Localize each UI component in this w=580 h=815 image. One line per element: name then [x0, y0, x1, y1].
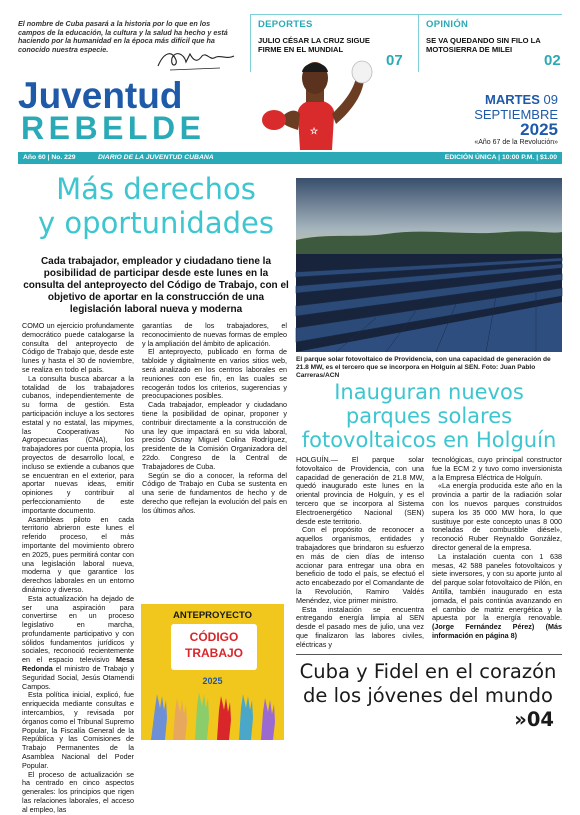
deportes-page: 07	[386, 52, 403, 69]
codigo-trabajo-poster	[141, 604, 284, 740]
lead-headline-line-1: Más derechos	[56, 172, 256, 206]
lead-deck: Cada trabajador, empleador y ciudadano tiene la posibilidad de participar desde este lunes en la consulta del anteproyecto del Código de Trabajo, con el objetivo de aportar en la construcción de una legislación laboral nueva y moderna	[23, 256, 289, 315]
date-year: 2025	[520, 120, 558, 139]
lead-paragraph: El proceso de actualización se ha centrado en cinco aspectos generales: los principios que rigen las relaciones laborales, el acceso al empleo, las	[22, 769, 134, 814]
solar-headline-line-2: parques solares	[345, 404, 513, 428]
solar-paragraph	[432, 553, 562, 641]
logo-rebelde[interactable]: REBELDE	[21, 110, 206, 146]
teaser-line-1: Cuba y Fidel en el corazón	[299, 660, 557, 683]
masthead-quote: El nombre de Cuba pasará a la historia por lo que en los campos de la educación, la cultura y la salud ha hecho y está haciendo por la humanidad en la época más difícil que ha conocido nuestra especie.	[18, 19, 228, 54]
solar-park-photo	[296, 178, 562, 352]
edition-info: EDICIÓN ÚNICA | 10:00 P.M. | $1.00	[444, 154, 557, 161]
solar-paragraph-text: La instalación cuenta con 1 638 mesas, 42 588 paneles fotovoltaicos y siete inversores, y con su aporte junto al del parque solar fotovoltaico de Pilón, en Antilla, también inaugurado en esta jornada, el país continúa avanzando en el cambio de matriz energética y la apuesta por la energía renovable.	[432, 551, 562, 623]
lead-paragraph-text: el ministro de Trabajo y Seguridad Social, Jesús Otamendi Campos.	[22, 664, 135, 691]
lead-column-1	[22, 321, 135, 814]
date-weekday-day	[485, 92, 558, 107]
lead-paragraph: COMO un ejercicio profundamente democrático puede catalogarse la consulta del anteproyecto de Código de Trabajo que, desde este lunes y hasta el 30 de noviembre, se realiza en todo el país.	[22, 321, 134, 374]
lead-paragraph: Esta política inicial, explicó, fue enriquecida mediante consultas e intercambios, y revisada por órganos como el Tribunal Supremo Popular, la Fiscalía General de la República y las Comisiones de Trabajo Permanentes de la Asamblea Nacional del Poder Popular.	[22, 690, 134, 770]
lead-column-2	[142, 322, 287, 598]
date-day: 09	[543, 92, 558, 107]
solar-paragraph: tecnológicas, cuyo principal constructor fue la ECM 2 y tuvo como inversionista a la Empresa Eléctrica de Holguín.	[432, 455, 562, 482]
teaser-page: »04	[514, 708, 554, 731]
poster-year: 2025	[202, 676, 223, 686]
lead-headline-line-2: y oportunidades	[38, 206, 274, 240]
poster-title-box	[171, 624, 257, 670]
lead-paragraph: Según se dio a conocer, la reforma del Código de Trabajo en Cuba se sustenta en una serie de fundamentos de hecho y de derecho que reflejan la evolución del país en los últimos años.	[142, 470, 287, 515]
lead-paragraph-text: Esta actualización ha dejado de ser una aspiración para convertirse en un proceso legislativo en marcha, profundamente participativo y con sólidos fundamentos jurídicos y sociales, reconoció recientemente en el espacio televisivo	[22, 593, 134, 665]
logo-juventud[interactable]: Juventud	[18, 75, 183, 116]
lead-paragraph	[22, 595, 134, 692]
poster-title-2: TRABAJO	[184, 646, 243, 660]
solar-column-2	[432, 456, 562, 652]
deportes-label: DEPORTES	[258, 19, 313, 30]
solar-headline[interactable]	[296, 380, 562, 452]
date-note: «Año 67 de la Revolución»	[474, 139, 558, 146]
lead-paragraph: El anteproyecto, publicado en forma de tabloide y digitalmente en varios sitios web, será analizado en los centros laborales en reuniones con ese fin, en las cuales se recogerán todos los criterios, sugerencias y preocupaciones posibles.	[142, 347, 287, 401]
solar-paragraph: «La energía producida este año en la provincia a partir de la radiación solar con los nuevos parques construidos supera los 35 000 MW hora, lo que sustituye por este concepto unas 8 000 toneladas de combustible diésel», reconoció Ruber Reynaldo González, director general de la empresa.	[432, 481, 562, 552]
cuba-fidel-teaser[interactable]	[296, 660, 560, 732]
solar-headline-line-3: fotovoltaicos en Holguín	[301, 428, 557, 452]
solar-paragraph: Con el propósito de reconocer a aquellos organismos, entidades y trabajadores que brindaron su esfuerzo en más de cien días de intenso accionar para entregar una obra en beneficio de todo el país, se efectuó el acto encabezado por el Comandante de la Revolución, Ramiro Valdés Menéndez, vice primer ministro.	[296, 525, 424, 605]
solar-headline-line-1: Inauguran nuevos	[334, 380, 524, 404]
date-month: SEPTIEMBRE	[474, 107, 558, 122]
issue-number: Año 60 | No. 229	[23, 154, 76, 161]
svg-text:☆: ☆	[310, 126, 319, 136]
solar-photo-caption: El parque solar fotovoltaico de Providencia, con una capacidad de generación de 21.8 MW, es el tercero que se incorpora en Holguín al SEN. Foto: Juan Pablo Carreras/ACN	[296, 356, 551, 379]
date-weekday: MARTES	[485, 92, 540, 107]
boxer-photo	[240, 50, 390, 150]
solar-column-1	[296, 456, 424, 652]
lead-headline[interactable]	[20, 172, 292, 240]
raised-hands-illustration	[141, 688, 284, 740]
opinion-label: OPINIÓN	[426, 19, 469, 30]
teaser-line-2: de los jóvenes del mundo	[303, 684, 553, 707]
solar-paragraph: HOLGUÍN.— El parque solar fotovoltaico de Providencia, con una capacidad de generación de 21.8 MW, quedó inaugurado este lunes en la oriental provincia de Holguín, y es el tercero que se incorpora al Sistema Electroenergético Nacional (SEN) desde este territorio.	[296, 455, 424, 526]
opinion-headline[interactable]: SE VA QUEDANDO SIN FILO LA MOTOSIERRA DE MILEI	[426, 36, 541, 54]
signature-graphic	[150, 44, 240, 74]
mesa-redonda-bold: Mesa Redonda	[22, 655, 134, 674]
tagline: DIARIO DE LA JUVENTUD CUBANA	[98, 154, 214, 161]
poster-title-1: CÓDIGO	[189, 630, 239, 644]
poster-top-label: ANTEPROYECTO	[172, 610, 252, 621]
lead-paragraph: La consulta busca abarcar a la totalidad de los trabajadores cubanos, independientemente de su forma de gestión. Esta participación incluye a los sectores estatal y no estatal, las mipymes, las Cooperativas No Agropecuarias (CNA), los trabajadores por cuenta propia, los proyectos de desarrollo local, e incluso se extiende a cubanos que se encuentran en el exterior, para aportar nuevas ideas, emitir opiniones y contribuir al perfeccionamiento de este importante documento.	[22, 373, 134, 515]
issue-strip	[18, 152, 562, 164]
deportes-headline[interactable]: JULIO CÉSAR LA CRUZ SIGUE FIRME EN EL MUNDIAL	[258, 36, 370, 54]
solar-credit[interactable]: (Jorge Fernández Pérez) (Más información en página 8)	[432, 622, 562, 640]
opinion-page: 02	[544, 52, 561, 69]
lead-paragraph: Cada trabajador, empleador y ciudadano tiene la posibilidad de opinar, proponer y contribuir directamente a la construcción de una ley que impactará en su vida laboral, precisó Osnay Miguel Colina Rodríguez, presidente de la Comisión Organizadora del 22do. Congreso de la Central de Trabajadores de Cuba.	[142, 400, 287, 471]
lead-paragraph: Asambleas piloto en cada territorio abrieron este lunes el referido proceso, el más importante del movimiento obrero en 2025, pues permitirá contar con una legislación laboral nueva, moderna y que garantice los derechos laborales en un entorno dinámico y diverso.	[22, 514, 134, 594]
solar-paragraph: Esta instalación se encuentra entregando energía limpia al SEN desde el pasado mes de julio, una vez que finalizaron las labores civiles, eléctricas y	[296, 604, 424, 649]
lead-paragraph: garantías de los trabajadores, el reconocimiento de nuevas formas de empleo y la ampliación del ámbito de aplicación.	[142, 321, 287, 348]
